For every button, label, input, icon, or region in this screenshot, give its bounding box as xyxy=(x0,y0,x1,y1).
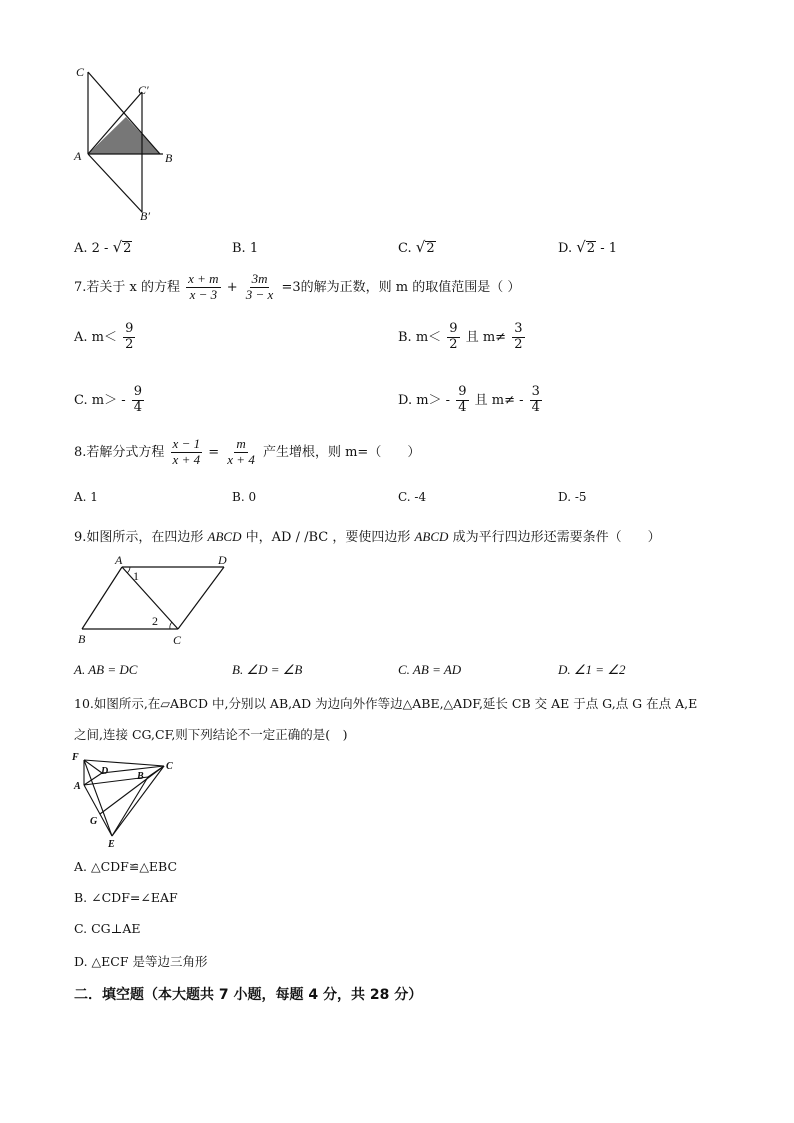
q8-suffix: 产生增根，则 m=（ ） xyxy=(262,444,421,460)
q7-f2-num: 3m xyxy=(251,271,268,286)
q6-d-prefix: D. xyxy=(558,241,577,256)
q7-d-num2: 3 xyxy=(531,384,540,399)
q7-option-c[interactable] xyxy=(74,385,146,416)
q9-label-a: A xyxy=(115,553,123,567)
q9-option-a[interactable]: A. AB = DC xyxy=(74,662,138,677)
q7-b-num: 9 xyxy=(449,321,458,336)
q9-abcd: ABCD xyxy=(207,529,242,544)
q10-label-e: E xyxy=(108,839,115,850)
q10-option-b[interactable]: B. ∠CDF=∠EAF xyxy=(74,890,178,905)
q7-b-fraction-2 xyxy=(512,322,524,353)
q9-label-1: 1 xyxy=(133,569,139,583)
q9-text-1: 9.如图所示，在四边形 xyxy=(74,530,208,545)
q8-option-a[interactable]: A. 1 xyxy=(74,490,98,504)
sqrt-symbol: √ 2 xyxy=(112,238,132,256)
q10-option-a[interactable]: A. △CDF≌△EBC xyxy=(74,859,178,874)
q6-label-a: A xyxy=(74,149,82,163)
q10-label-d: D xyxy=(101,766,109,777)
q8-prefix: 8.若解分式方程 xyxy=(74,444,165,460)
q10-label-f: F xyxy=(72,752,79,763)
sqrt-symbol: √ 2 xyxy=(415,238,435,256)
q10-label-g: G xyxy=(90,816,98,827)
q6-a-prefix: A. 2 - xyxy=(74,241,113,256)
q7-b-prefix: B. m＜ xyxy=(398,329,442,345)
q8-equals: = xyxy=(208,444,220,460)
q6-a-radicand: 2 xyxy=(123,241,132,256)
q6-option-a[interactable] xyxy=(74,240,132,256)
section-2-heading: 二．填空题（本大题共 7 小题，每题 4 分，共 28 分） xyxy=(74,987,423,1003)
q7-option-a[interactable] xyxy=(74,322,137,353)
q6-option-c[interactable] xyxy=(398,240,436,256)
q7-c-den: 4 xyxy=(133,399,143,415)
q7-d-den: 4 xyxy=(458,399,467,415)
q10-option-d[interactable]: D. △ECF 是等边三角形 xyxy=(74,954,208,969)
q7-d-fraction xyxy=(456,385,468,416)
q6-option-b[interactable]: B. 1 xyxy=(232,241,259,256)
q6-c-prefix: C. xyxy=(398,241,416,256)
q7-a-fraction xyxy=(123,322,135,353)
q7-b-fraction xyxy=(447,322,459,353)
q7-a-den: 2 xyxy=(125,336,134,352)
q8-option-d[interactable]: D. -5 xyxy=(558,490,587,504)
q6-label-b: B xyxy=(165,151,173,165)
q7-b-den2: 2 xyxy=(514,336,523,352)
q8-fraction-1 xyxy=(171,437,203,468)
q8-fraction-2 xyxy=(225,437,257,468)
q6-label-bprime: B′ xyxy=(140,209,150,223)
q8-option-c[interactable]: C. -4 xyxy=(398,490,427,504)
q6-label-c: C xyxy=(76,65,85,79)
q8-stem xyxy=(74,437,420,468)
q8-f2-den: x + 4 xyxy=(227,451,255,467)
q9-option-d[interactable]: D. ∠1 = ∠2 xyxy=(558,662,626,677)
q7-option-d[interactable] xyxy=(398,385,544,416)
q9-label-d: D xyxy=(218,553,227,567)
q9-option-c[interactable]: C. AB = AD xyxy=(398,662,462,677)
q7-d-den2: 4 xyxy=(531,399,540,415)
q7-b-den: 2 xyxy=(449,336,458,352)
q8-option-b[interactable]: B. 0 xyxy=(232,490,257,504)
q7-c-fraction xyxy=(132,385,144,416)
q9-figure xyxy=(72,552,242,648)
q7-plus: + xyxy=(226,279,238,295)
q7-stem xyxy=(74,272,520,303)
q9-text-2: 中，AD / /BC ，要使四边形 xyxy=(241,530,415,545)
q7-prefix: 7.若关于 x 的方程 xyxy=(74,279,180,295)
q10-label-c: C xyxy=(166,761,173,772)
q7-c-prefix: C. m＞ - xyxy=(74,392,130,408)
q7-option-b[interactable] xyxy=(398,322,527,353)
q7-f1-den: x − 3 xyxy=(189,286,218,302)
q8-f1-num: x − 1 xyxy=(172,436,201,451)
q9-label-2: 2 xyxy=(152,614,158,628)
q9-stem xyxy=(74,526,661,545)
q6-d-suffix: - 1 xyxy=(596,241,618,256)
q10-stem-line-2: 之间,连接 CG,CF,则下列结论不一定正确的是( ) xyxy=(74,727,348,742)
q6-shaded-region xyxy=(88,117,160,154)
q7-d-num: 9 xyxy=(458,384,467,399)
q8-f2-num: m xyxy=(236,436,246,451)
q6-c-radicand: 2 xyxy=(426,241,435,256)
q7-a-num: 9 xyxy=(125,321,134,336)
q7-c-num: 9 xyxy=(133,384,143,399)
q6-figure xyxy=(60,62,190,227)
q7-suffix: =3的解为正数，则 m 的取值范围是（ ） xyxy=(281,279,521,295)
q7-d-fraction-2 xyxy=(530,385,542,416)
q10-label-b: B xyxy=(137,771,144,782)
q7-f1-num: x + m xyxy=(188,271,219,286)
q9-label-b: B xyxy=(78,632,86,646)
q7-fraction-2 xyxy=(244,272,276,303)
q6-option-d[interactable] xyxy=(558,240,617,256)
q6-label-cprime: C′ xyxy=(138,83,149,97)
q7-b-num2: 3 xyxy=(514,321,523,336)
sqrt-symbol: √ 2 xyxy=(576,238,596,256)
q7-d-mid: 且 m≠ - xyxy=(474,392,528,408)
q10-option-c[interactable]: C. CG⊥AE xyxy=(74,921,141,936)
q7-fraction-1 xyxy=(186,272,220,303)
q9-option-b[interactable]: B. ∠D = ∠B xyxy=(232,662,303,677)
q10-stem-line-1: 10.如图所示,在▱ABCD 中,分别以 AB,AD 为边向外作等边△ABE,△ADF,延长 CB 交 AE 于点 G,点 G 在点 A,E xyxy=(74,696,698,711)
q8-f1-den: x + 4 xyxy=(172,451,201,467)
q7-a-prefix: A. m＜ xyxy=(74,329,117,345)
q6-d-radicand: 2 xyxy=(586,241,596,256)
q10-figure xyxy=(70,748,190,856)
q9-text-3: 成为平行四边形还需要条件（ ） xyxy=(448,530,661,545)
q9-abcd-2: ABCD xyxy=(414,529,449,544)
q7-f2-den: 3 − x xyxy=(245,286,274,302)
q9-label-c: C xyxy=(173,633,182,647)
q7-d-prefix: D. m＞ - xyxy=(398,392,455,408)
q10-label-a: A xyxy=(74,781,81,792)
q7-b-mid: 且 m≠ xyxy=(465,329,507,345)
